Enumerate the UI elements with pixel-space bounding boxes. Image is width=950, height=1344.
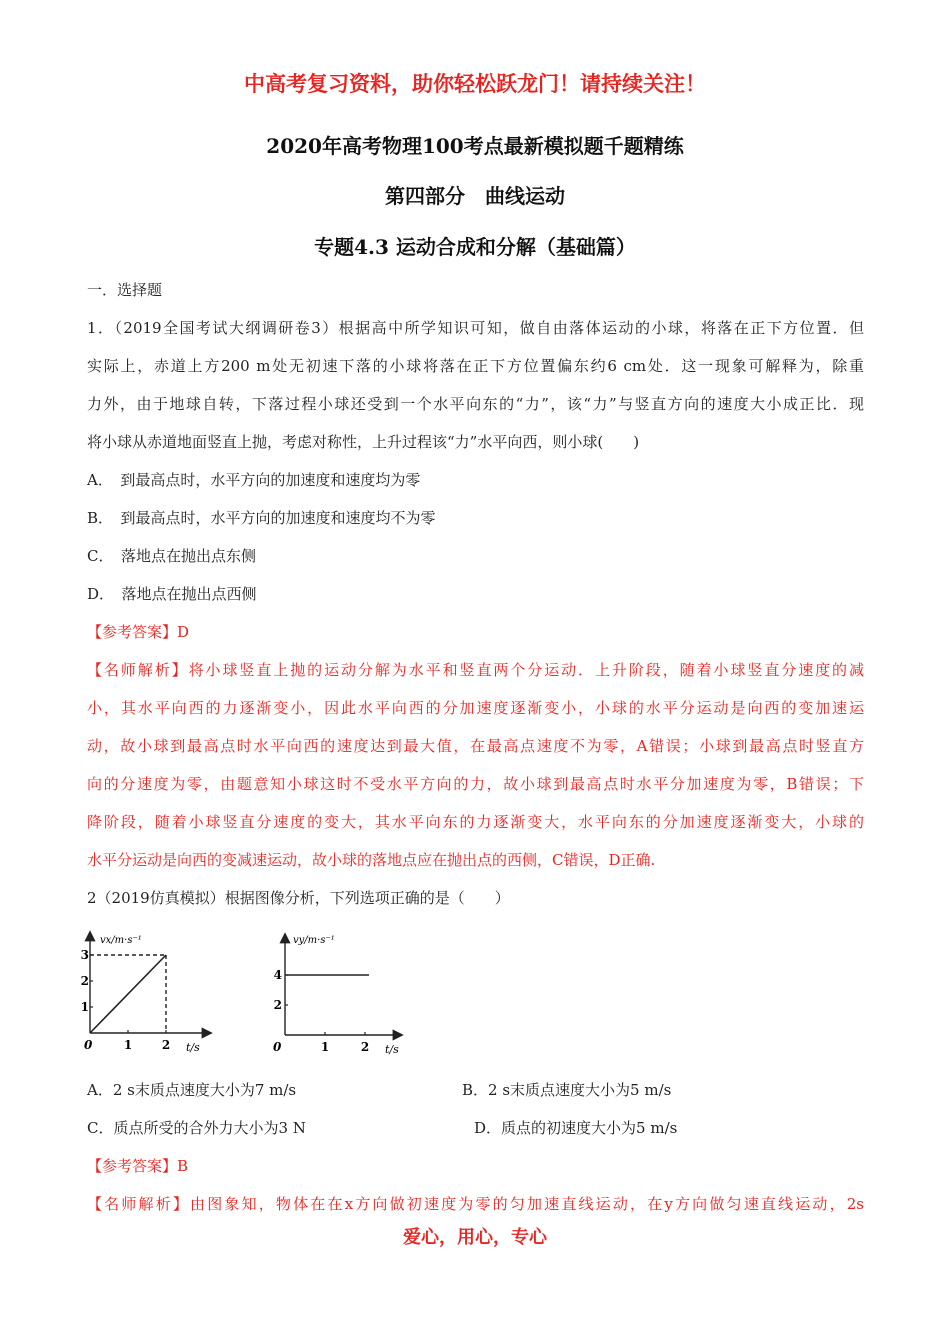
- vx-axis-label: vx/m·s⁻¹: [100, 935, 142, 946]
- vx-xtick-label: 2: [161, 1038, 171, 1052]
- part-title: 第四部分 曲线运动: [385, 184, 565, 208]
- q1-stem-line: 将小球从赤道地面竖直上抛，考虑对称性，上升过程该“力”水平向西，则小球( ): [87, 433, 640, 451]
- q2-stem: 2（2019仿真模拟）根据图像分析，下列选项正确的是（ ）: [87, 889, 510, 907]
- q1-analysis-line: 【名师解析】将小球竖直上抛的运动分解为水平和竖直两个分运动．上升阶段，随着小球竖直分速度的减: [87, 661, 864, 679]
- topic-title: 专题4.3 运动合成和分解（基础篇）: [314, 235, 636, 259]
- vx-data-line: [90, 955, 166, 1033]
- q2-option-a: A．2 s末质点速度大小为7 m/s: [87, 1081, 297, 1099]
- q1-option-d: D． 落地点在抛出点西侧: [87, 585, 257, 603]
- q1-option-b: B． 到最高点时，水平方向的加速度和速度均不为零: [87, 509, 436, 527]
- section-heading: 一．选择题: [87, 281, 163, 299]
- q1-answer: 【参考答案】D: [87, 623, 190, 641]
- q1-option-c: C． 落地点在抛出点东侧: [87, 547, 256, 565]
- q1-analysis-line: 降阶段，随着小球竖直分速度的变大，其水平向东的力逐渐变大，水平向东的分加速度逐渐变大，小球的: [87, 813, 864, 831]
- vx-t-graph: [78, 925, 218, 1060]
- vy-ytick-label: 2: [273, 998, 282, 1012]
- q1-option-a: A． 到最高点时，水平方向的加速度和速度均为零: [87, 471, 421, 489]
- q2-option-d: D．质点的初速度大小为5 m/s: [474, 1119, 678, 1137]
- q2-option-c: C．质点所受的合外力大小为3 N: [87, 1119, 306, 1137]
- q1-analysis-line: 向的分速度为零，由题意知小球这时不受水平方向的力，故小球到最高点时水平分加速度为零，B错误；下: [87, 775, 864, 793]
- vy-origin-label: 0: [273, 1040, 282, 1054]
- vx-ytick-label: 3: [80, 948, 89, 962]
- q2-option-b: B．2 s末质点速度大小为5 m/s: [462, 1081, 672, 1099]
- vy-axis-label: vy/m·s⁻¹: [293, 935, 335, 946]
- q1-stem-line: 1．（2019全国考试大纲调研卷3）根据高中所学知识可知，做自由落体运动的小球，将落在正下方位置．但: [87, 319, 864, 337]
- q1-analysis-line: 动，故小球到最高点时水平向西的速度达到最大值，在最高点速度不为零，A错误；小球到最高点时竖直方: [87, 737, 864, 755]
- vy-ytick-label: 4: [273, 968, 282, 982]
- vx-origin-label: 0: [84, 1038, 93, 1052]
- q1-stem-line: 实际上，赤道上方200 m处无初速下落的小球将落在正下方位置偏东约6 cm处．这一现象可解释为，除重: [87, 357, 864, 375]
- vx-xtick-label: 1: [123, 1038, 133, 1052]
- q2-answer: 【参考答案】B: [87, 1157, 189, 1175]
- vy-xtick-label: 1: [320, 1040, 330, 1054]
- vx-xaxis-label: t/s: [186, 1041, 200, 1054]
- vy-xaxis-label: t/s: [385, 1043, 399, 1056]
- q1-stem-line: 力外，由于地球自转，下落过程小球还受到一个水平向东的“力”，该“力”与竖直方向的速度大小成正比．现: [87, 395, 864, 413]
- vx-ytick-label: 1: [80, 1000, 89, 1014]
- promo-banner: 中高考复习资料，助你轻松跃龙门！请持续关注！: [244, 71, 706, 96]
- footer-slogan: 爱心，用心，专心: [403, 1227, 547, 1248]
- vy-t-graph: [265, 925, 405, 1060]
- q2-analysis-line: 【名师解析】由图象知，物体在在x方向做初速度为零的匀加速直线运动，在y方向做匀速直线运动，2s: [87, 1195, 864, 1213]
- q1-analysis-line: 小，其水平向西的力逐渐变小，因此水平向西的分加速度逐渐变小，小球的水平分运动是向西的变加速运: [87, 699, 864, 717]
- document-title: 2020年高考物理100考点最新模拟题千题精练: [266, 134, 684, 158]
- vx-ytick-label: 2: [80, 974, 89, 988]
- vy-xtick-label: 2: [360, 1040, 370, 1054]
- q1-analysis-line: 水平分运动是向西的变减速运动，故小球的落地点应在抛出点的西侧，C错误，D正确.: [87, 851, 656, 869]
